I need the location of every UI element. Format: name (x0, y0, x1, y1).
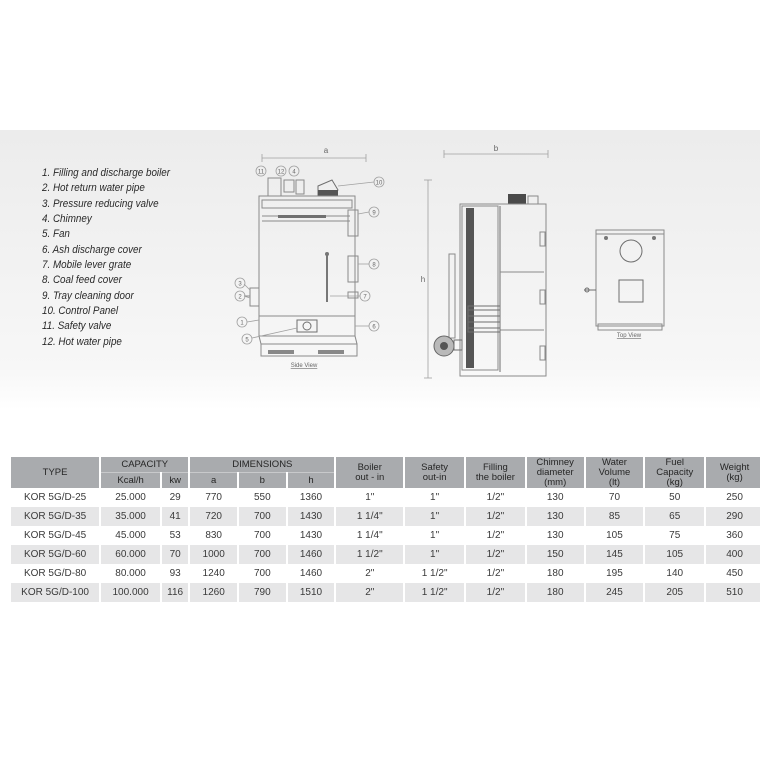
table-body (11, 488, 760, 602)
table-cell: 700 (238, 507, 287, 526)
table-cell: 1460 (287, 545, 336, 564)
table-cell: 105 (585, 526, 645, 545)
table-cell: 510 (705, 583, 760, 602)
table-cell: 45.000 (100, 526, 161, 545)
table-cell: 195 (585, 564, 645, 583)
header-line: Weight (719, 461, 750, 473)
table-cell: KOR 5G/D-35 (11, 507, 100, 526)
table-cell: 130 (526, 488, 585, 507)
table-cell: 50 (644, 488, 705, 507)
table-cell: 1/2" (465, 583, 526, 602)
table-cell: 250 (705, 488, 760, 507)
table-cell: 1360 (287, 488, 336, 507)
header-line: the boiler (475, 471, 515, 483)
table-cell: KOR 5G/D-80 (11, 564, 100, 583)
table-cell: 1" (404, 545, 465, 564)
table-cell: 1430 (287, 526, 336, 545)
table-cell: 1510 (287, 583, 336, 602)
header-line: diameter (536, 466, 574, 478)
callout-2: 2 (238, 294, 242, 301)
legend-item: 1. Filling and discharge boiler (42, 167, 171, 179)
table-cell: 180 (526, 564, 585, 583)
header-chimney-diameter (526, 457, 585, 488)
table-cell: 2" (335, 564, 404, 583)
table-cell: 790 (238, 583, 287, 602)
table-cell: 830 (189, 526, 238, 545)
table-cell: 41 (161, 507, 189, 526)
table-header-row (11, 457, 760, 473)
top-view-drawing (584, 230, 664, 339)
table-cell: 93 (161, 564, 189, 583)
header-line: (kg) (666, 476, 683, 488)
table-cell: 80.000 (100, 564, 161, 583)
legend-item: 7. Mobile lever grate (42, 259, 132, 272)
callout-8: 8 (372, 262, 376, 269)
legend-item: 8. Coal feed cover (42, 274, 122, 287)
table-row (11, 564, 760, 583)
header-line: Safety (421, 461, 449, 473)
table-cell: 1430 (287, 507, 336, 526)
header-type: TYPE (11, 457, 100, 488)
table-cell: 116 (161, 583, 189, 602)
header-line: out - in (355, 471, 385, 483)
table-cell: 700 (238, 545, 287, 564)
callout-7: 7 (363, 294, 367, 301)
header-line: Volume (598, 466, 631, 478)
header-line: (lt) (608, 476, 620, 488)
front-view-drawing (421, 144, 548, 378)
table-cell: 700 (238, 526, 287, 545)
legend-item: 6. Ash discharge cover (42, 243, 142, 256)
header-h: h (287, 473, 336, 489)
table-cell: 1" (404, 507, 465, 526)
table-cell: 205 (644, 583, 705, 602)
callout-1: 1 (240, 320, 244, 327)
header-line: Boiler (357, 461, 382, 473)
table-cell: 1 1/2" (404, 564, 465, 583)
legend-item: 10. Control Panel (42, 305, 119, 318)
table-cell: 1000 (189, 545, 238, 564)
header-line: (mm) (544, 476, 567, 488)
table-cell: 245 (585, 583, 645, 602)
header-line: (kg) (726, 471, 743, 483)
legend-item: 3. Pressure reducing valve (42, 197, 159, 210)
header-kcal: Kcal/h (100, 473, 161, 489)
dimension-a-label: a (323, 146, 329, 155)
top-view-caption: Top View (616, 333, 642, 339)
table-cell: 35.000 (100, 507, 161, 526)
table-cell: 450 (705, 564, 760, 583)
callout-12: 12 (277, 169, 285, 176)
callout-3: 3 (238, 281, 242, 288)
table-cell: 105 (644, 545, 705, 564)
header-filling-boiler (465, 457, 526, 488)
callout-6: 6 (372, 324, 376, 331)
header-kw: kw (161, 473, 189, 489)
callout-11: 11 (257, 169, 265, 176)
table-cell: 1/2" (465, 526, 526, 545)
table-cell: 75 (644, 526, 705, 545)
table-cell: 720 (189, 507, 238, 526)
header-line: Water (601, 456, 627, 468)
table-cell: 700 (238, 564, 287, 583)
table-cell: 1 1/4" (335, 507, 404, 526)
callout-10: 10 (375, 180, 383, 187)
table-cell: 70 (585, 488, 645, 507)
legend-item: 5. Fan (42, 228, 70, 241)
table-cell: 25.000 (100, 488, 161, 507)
header-line: Filling (482, 461, 508, 473)
legend-item: 9. Tray cleaning door (42, 289, 134, 302)
table-cell: KOR 5G/D-25 (11, 488, 100, 507)
table-cell: 150 (526, 545, 585, 564)
table-cell: 1460 (287, 564, 336, 583)
table-cell: 1 1/2" (335, 545, 404, 564)
header-fuel-capacity (644, 457, 705, 488)
table-row (11, 583, 760, 602)
header-line: Capacity (656, 466, 694, 478)
table-cell: KOR 5G/D-100 (11, 583, 100, 602)
callout-9: 9 (372, 210, 376, 217)
table-cell: 1/2" (465, 488, 526, 507)
header-dimensions: DIMENSIONS (189, 457, 335, 473)
table-cell: 1 1/2" (404, 583, 465, 602)
table-cell: 130 (526, 507, 585, 526)
table-cell: 60.000 (100, 545, 161, 564)
table-cell: 140 (644, 564, 705, 583)
dimension-b-label: b (493, 144, 499, 153)
header-water-volume (585, 457, 645, 488)
table-cell: 1/2" (465, 507, 526, 526)
specification-table (11, 457, 760, 602)
table-cell: 360 (705, 526, 760, 545)
table-cell: 180 (526, 583, 585, 602)
table-cell: 85 (585, 507, 645, 526)
header-b: b (238, 473, 287, 489)
legend-item: 2. Hot return water pipe (42, 182, 145, 195)
header-line: out-in (422, 471, 447, 483)
legend-item: 12. Hot water pipe (42, 335, 122, 348)
callout-5: 5 (245, 337, 249, 344)
table-cell: 2" (335, 583, 404, 602)
table-cell: 70 (161, 545, 189, 564)
table-cell: 1" (404, 488, 465, 507)
header-weight (705, 457, 760, 488)
table-row (11, 545, 760, 564)
table-cell: 53 (161, 526, 189, 545)
table-cell: 400 (705, 545, 760, 564)
side-view-drawing (235, 146, 384, 369)
side-view-caption: Side View (290, 363, 318, 369)
table-cell: 550 (238, 488, 287, 507)
dimension-h-label: h (420, 275, 426, 284)
legend-item: 11. Safety valve (42, 320, 112, 333)
table-row (11, 507, 760, 526)
table-cell: 290 (705, 507, 760, 526)
table-cell: 145 (585, 545, 645, 564)
table-cell: 65 (644, 507, 705, 526)
table-cell: 1/2" (465, 545, 526, 564)
callout-4: 4 (292, 169, 296, 176)
table-cell: 29 (161, 488, 189, 507)
table-cell: KOR 5G/D-60 (11, 545, 100, 564)
table-cell: 1 1/4" (335, 526, 404, 545)
table-row (11, 526, 760, 545)
header-line: Fuel (665, 456, 684, 468)
table-cell: 1240 (189, 564, 238, 583)
table-cell: 1" (404, 526, 465, 545)
header-capacity: CAPACITY (100, 457, 189, 473)
table-cell: KOR 5G/D-45 (11, 526, 100, 545)
legend-item: 4. Chimney (42, 213, 92, 226)
header-line: Chimney (536, 456, 574, 468)
table-cell: 1/2" (465, 564, 526, 583)
header-a: a (189, 473, 238, 489)
table-cell: 1" (335, 488, 404, 507)
header-boiler-out-in (335, 457, 404, 488)
header-safety-out-in (404, 457, 465, 488)
table-cell: 130 (526, 526, 585, 545)
table-cell: 770 (189, 488, 238, 507)
table-cell: 100.000 (100, 583, 161, 602)
table-row (11, 488, 760, 507)
table-cell: 1260 (189, 583, 238, 602)
